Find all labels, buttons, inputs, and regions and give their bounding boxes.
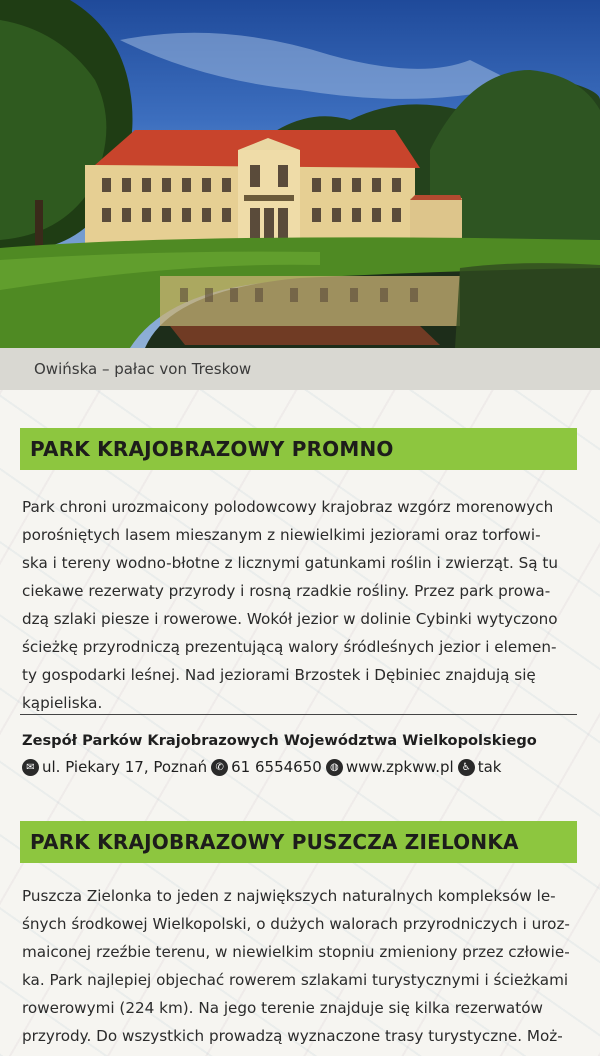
contact-line xyxy=(22,758,505,776)
text-line: ka. Park najlepiej objechać rowerem szlakami turystycznymi i ścieżkami xyxy=(22,971,569,989)
text-line: kąpieliska. xyxy=(22,694,103,712)
website-link[interactable]: www.zpkww.pl xyxy=(345,758,454,776)
zielonka-description xyxy=(22,882,578,1050)
section-title: PARK KRAJOBRAZOWY PUSZCZA ZIELONKA xyxy=(30,830,519,854)
section-heading-promno xyxy=(20,428,577,470)
text-line: ciekawe rezerwaty przyrody i rosną rzadkie rośliny. Przez park prowa- xyxy=(22,582,551,600)
wheelchair-icon: ♿ xyxy=(458,759,475,776)
text-line: maiconej rzeźbie terenu, w niewielkim stopniu zmieniony przez człowie- xyxy=(22,943,570,961)
mail-icon: ✉ xyxy=(22,759,39,776)
text-line: ty gospodarki leśnej. Nad jeziorami Brzostek i Dębiniec znajdują się xyxy=(22,666,536,684)
globe-icon: ◍ xyxy=(326,759,343,776)
wheelchair-access-text: tak xyxy=(477,758,502,776)
organization-name: Zespół Parków Krajobrazowych Województwa Wielkopolskiego xyxy=(22,732,537,749)
text-line: dzą szlaki piesze i rowerowe. Wokół jezior w dolinie Cybinki wytyczono xyxy=(22,610,558,628)
phone-icon: ✆ xyxy=(211,759,228,776)
photo-caption: Owińska – pałac von Treskow xyxy=(34,360,252,378)
palace-photo xyxy=(0,0,600,348)
address-text: ul. Piekary 17, Poznań xyxy=(42,758,208,776)
section-title: PARK KRAJOBRAZOWY PROMNO xyxy=(30,437,394,461)
text-line: Puszcza Zielonka to jeden z największych naturalnych kompleksów le- xyxy=(22,887,556,905)
text-line: ska i tereny wodno-błotne z licznymi gatunkami roślin i zwierząt. Są tu xyxy=(22,554,558,572)
text-line: śnych środkowej Wielkopolski, o dużych walorach przyrodniczych i uroz- xyxy=(22,915,570,933)
divider xyxy=(20,714,577,715)
text-line: porośniętych lasem mieszanym z niewielkimi jeziorami oraz torfowi- xyxy=(22,526,541,544)
text-line: ścieżkę przyrodniczą prezentującą walory śródleśnych jezior i elemen- xyxy=(22,638,557,656)
promno-description xyxy=(22,493,578,717)
phone-text[interactable]: 61 6554650 xyxy=(231,758,322,776)
section-heading-puszcza-zielonka xyxy=(20,821,577,863)
text-line: Park chroni urozmaicony polodowcowy krajobraz wzgórz morenowych xyxy=(22,498,554,516)
text-line: rowerowymi (224 km). Na jego terenie znajduje się kilka rezerwatów xyxy=(22,999,543,1017)
text-line: przyrody. Do wszystkich prowadzą wyznaczone trasy turystyczne. Moż- xyxy=(22,1027,563,1045)
